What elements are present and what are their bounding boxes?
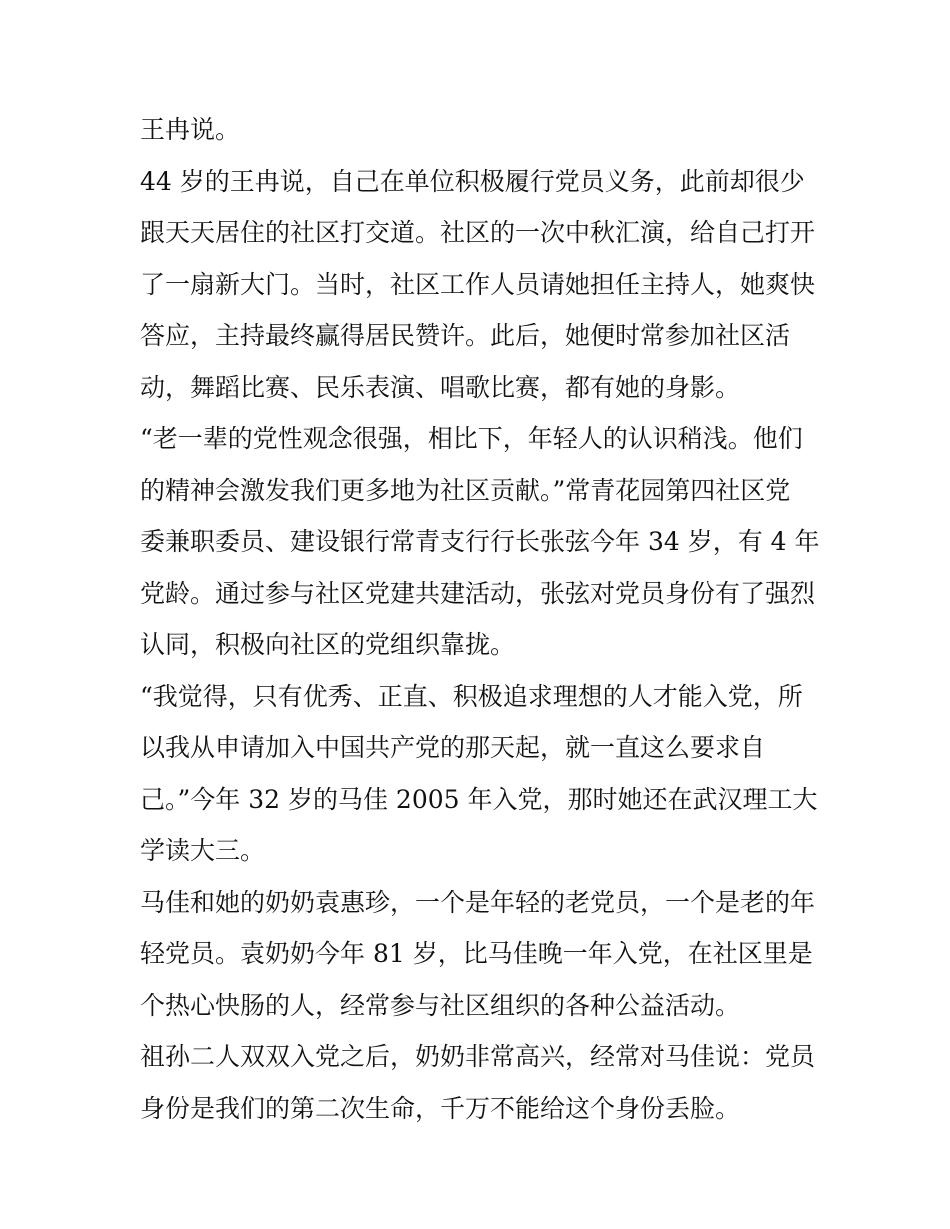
text-line: 委兼职委员、建设银行常青支行行长张弦今年 34 岁，有 4 年 [140,527,820,556]
text-line: 认同，积极向社区的党组织靠拢。 [140,630,516,659]
text-line: “老一辈的党性观念很强，相比下，年轻人的认识稍浅。他们 [140,424,803,453]
text-line: 动，舞蹈比赛、民乐表演、唱歌比赛，都有她的身影。 [140,372,741,402]
text-line: 祖孙二人双双入党之后，奶奶非常高兴，经常对马佳说：党员 [140,1042,816,1071]
text-line: 身份是我们的第二次生命，千万不能给这个身份丢脸。 [140,1093,741,1123]
text-line: 王冉说。 [140,115,241,144]
text-line: 的精神会激发我们更多地为社区贡献。”常青花园第四社区党 [140,475,791,505]
text-line: 跟天天居住的社区打交道。社区的一次中秋汇演，给自己打开 [140,218,816,247]
text-line: 了一扇新大门。当时，社区工作人员请她担任主持人，她爽快 [140,269,816,299]
text-line: 学读大三。 [140,836,266,865]
text-line: 个热心快肠的人，经常参与社区组织的各种公益活动。 [140,990,741,1020]
document-body [140,104,820,1134]
text-line: “我觉得，只有优秀、正直、积极追求理想的人才能入党，所 [140,681,803,711]
text-line: 以我从申请加入中国共产党的那天起，就一直这么要求自 [140,733,766,762]
text-line: 轻党员。袁奶奶今年 81 岁，比马佳晚一年入党，在社区里是 [140,939,813,968]
text-line: 44 岁的王冉说，自己在单位积极履行党员义务，此前却很少 [140,166,805,196]
text-line: 己。”今年 32 岁的马佳 2005 年入党，那时她还在武汉理工大 [140,784,818,814]
text-line: 马佳和她的奶奶袁惠珍，一个是年轻的老党员，一个是老的年 [140,887,816,917]
text-line: 党龄。通过参与社区党建共建活动，张弦对党员身份有了强烈 [140,578,816,608]
text-line: 答应，主持最终赢得居民赞许。此后，她便时常参加社区活 [140,321,791,350]
